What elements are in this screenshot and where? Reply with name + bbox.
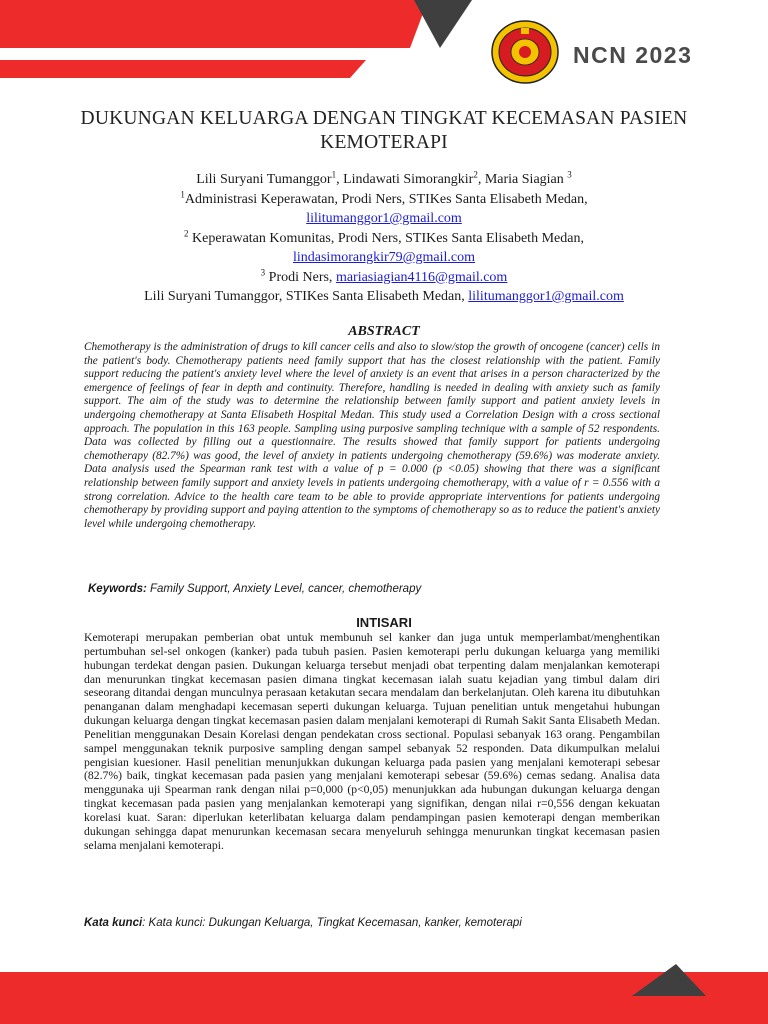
author-block bbox=[60, 170, 708, 307]
footer-red-band bbox=[0, 972, 768, 1024]
paper-title: DUKUNGAN KELUARGA DENGAN TINGKAT KECEMASAN PASIEN KEMOTERAPI bbox=[80, 108, 688, 153]
intisari-heading: INTISARI bbox=[356, 615, 412, 630]
email-link-corresponding[interactable]: lilitumanggor1@gmail.com bbox=[468, 289, 624, 304]
affiliation-2: $^2$ Keperawatan Komunitas, Prodi Ners, STIKes Santa Elisabeth Medan, bbox=[184, 227, 584, 246]
author-names: Lili Suryani Tumanggor$^1$, Lindawati Simorangkir$^2$, Maria Siagian $^3$ bbox=[196, 169, 572, 187]
email-link-3[interactable]: mariasiagian4116@gmail.com bbox=[335, 269, 508, 285]
affiliation-1: $^1$Administrasi Keperawatan, Prodi Ners, STIKes Santa Elisabeth Medan, bbox=[180, 188, 588, 207]
header-red-band bbox=[0, 0, 428, 48]
header-red-stripe bbox=[0, 60, 366, 78]
abstract-body: Chemotherapy is the administration of drugs to kill cancer cells and also to slow/stop the growth of oncogene (cancer) cells in the patient's body. Chemotherapy patients need family support that has the closest relationship with the patient. Family support reducing the patient's anxiety level where the level of anxiety is an event that arises in a person characterized by the emergence of feelings of fear in depth and continuity. Therefore, handling is needed in dealing with anxiety such as family support. The aim of the study was to determine the relationship between family support and patient anxiety levels in undergoing chemotherapy at Santa Elisabeth Hospital Medan. This study used a Correlation Design with a cross sectional approach. The population in this 163 people. Sampling using purposive sampling technique with a sample of 52 respondents. Data was collected by filling out a questionnaire. The results showed that family support for patients undergoing chemotherapy (82.7%) was good, the level of anxiety in patients undergoing chemotherapy (59.6%) was moderate anxiety. Data analysis used the Spearman rank test with a value of p = 0.000 (p <0.05) showing that there was a significant relationship between family support and anxiety levels in patients undergoing chemotherapy, with a value of r = 0.556 with a strong correlation. Advice to the health care team to be able to provide appropriate interventions for patients undergoing chemotherapy by providing support and paying attention to the symptoms of chemotherapy so as to reduce the patient's anxiety level while undergoing chemotherapy. bbox=[84, 341, 660, 530]
affiliation-3: $^3$ Prodi Ners, mariasiagian4116@gmail.com bbox=[260, 266, 508, 285]
corresponding-author: Lili Suryani Tumanggor, STIKes Santa Elisabeth Medan, lilitumanggor1@gmail.com bbox=[144, 289, 624, 304]
conference-brand: NCN 2023 bbox=[573, 42, 693, 68]
footer-banner bbox=[0, 962, 768, 1024]
intisari-body: Kemoterapi merupakan pemberian obat untuk membunuh sel kanker dan juga untuk memperlambat/menghentikan pertumbuhan sel-sel onkogen (kanker) pada tubuh pasien. Pasien kemoterapi perlu dukungan keluarga yang memiliki hubungan terdekat dengan pasien. Dukungan keluarga tersebut menjadi obat terpenting dalam menjalankan kemoterapi dan menurunkan tingkat kecemasan pasien dimana tingkat kecemasan ialah suatu kejadian yang timbul dalam diri seseorang ditandai dengan munculnya perasaan ketakutan secara mendalam dan berkelanjutan. Oleh karena itu dibutuhkan penanganan dalam menghadapi kecemasan seperti dukungan keluarga. Tujuan penelitian untuk mengetahui hubungan dukungan keluarga dengan tingkat kecemasan pasien dalam menjalani kemoterapi di Rumah Sakit Santa Elisabeth Medan. Penelitian menggunakan Desain Korelasi dengan pendekatan cross sectional. Populasi sebanyak 163 orang. Pengambilan sampel menggunakan teknik purposive sampling dengan sampel sebanyak 52 responden. Data dikumpulkan melalui pengisian kuesioner. Hasil penelitian menunjukkan dukungan keluarga pada pasien yang menjalani kemoterapi sebesar (82.7%) baik, tingkat kecemasan pada pasien yang menjalani kemoterapi sebesar (59.6%) cemas sedang. Analisa data menggunaka uji Spearman rank dengan nilai p=0,000 (p<0,05) menunjukkan ada hubungan dukungan keluarga dengan tingkat kecemasan pada pasien yang menjalankan kemoterapi yang signifikan, dengan nilai r=0,556 dengan kekuatan korelasi kuat. Saran: diperlukan keterlibatan keluarga dalam pendampingan pasien kemoterapi dengan memberikan dukungan sehingga dapat menurunkan kecemasan secara menyeluruh sehingga menurunkan tingkat kecemasan pasien selama menjalani kemoterapi. bbox=[84, 631, 660, 852]
institution-logo-icon bbox=[491, 20, 559, 84]
abstract-keywords: Keywords: Family Support, Anxiety Level, cancer, chemotherapy bbox=[88, 583, 422, 595]
email-link-1[interactable]: lilitumanggor1@gmail.com bbox=[306, 211, 462, 226]
email-link-2[interactable]: lindasimorangkir79@gmail.com bbox=[292, 250, 476, 265]
intisari-keywords: Kata kunci: Kata kunci: Dukungan Keluarga, Tingkat Kecemasan, kanker, kemoterapi bbox=[84, 917, 522, 929]
header-gray-triangle bbox=[414, 0, 472, 48]
abstract-heading: ABSTRACT bbox=[348, 324, 420, 339]
